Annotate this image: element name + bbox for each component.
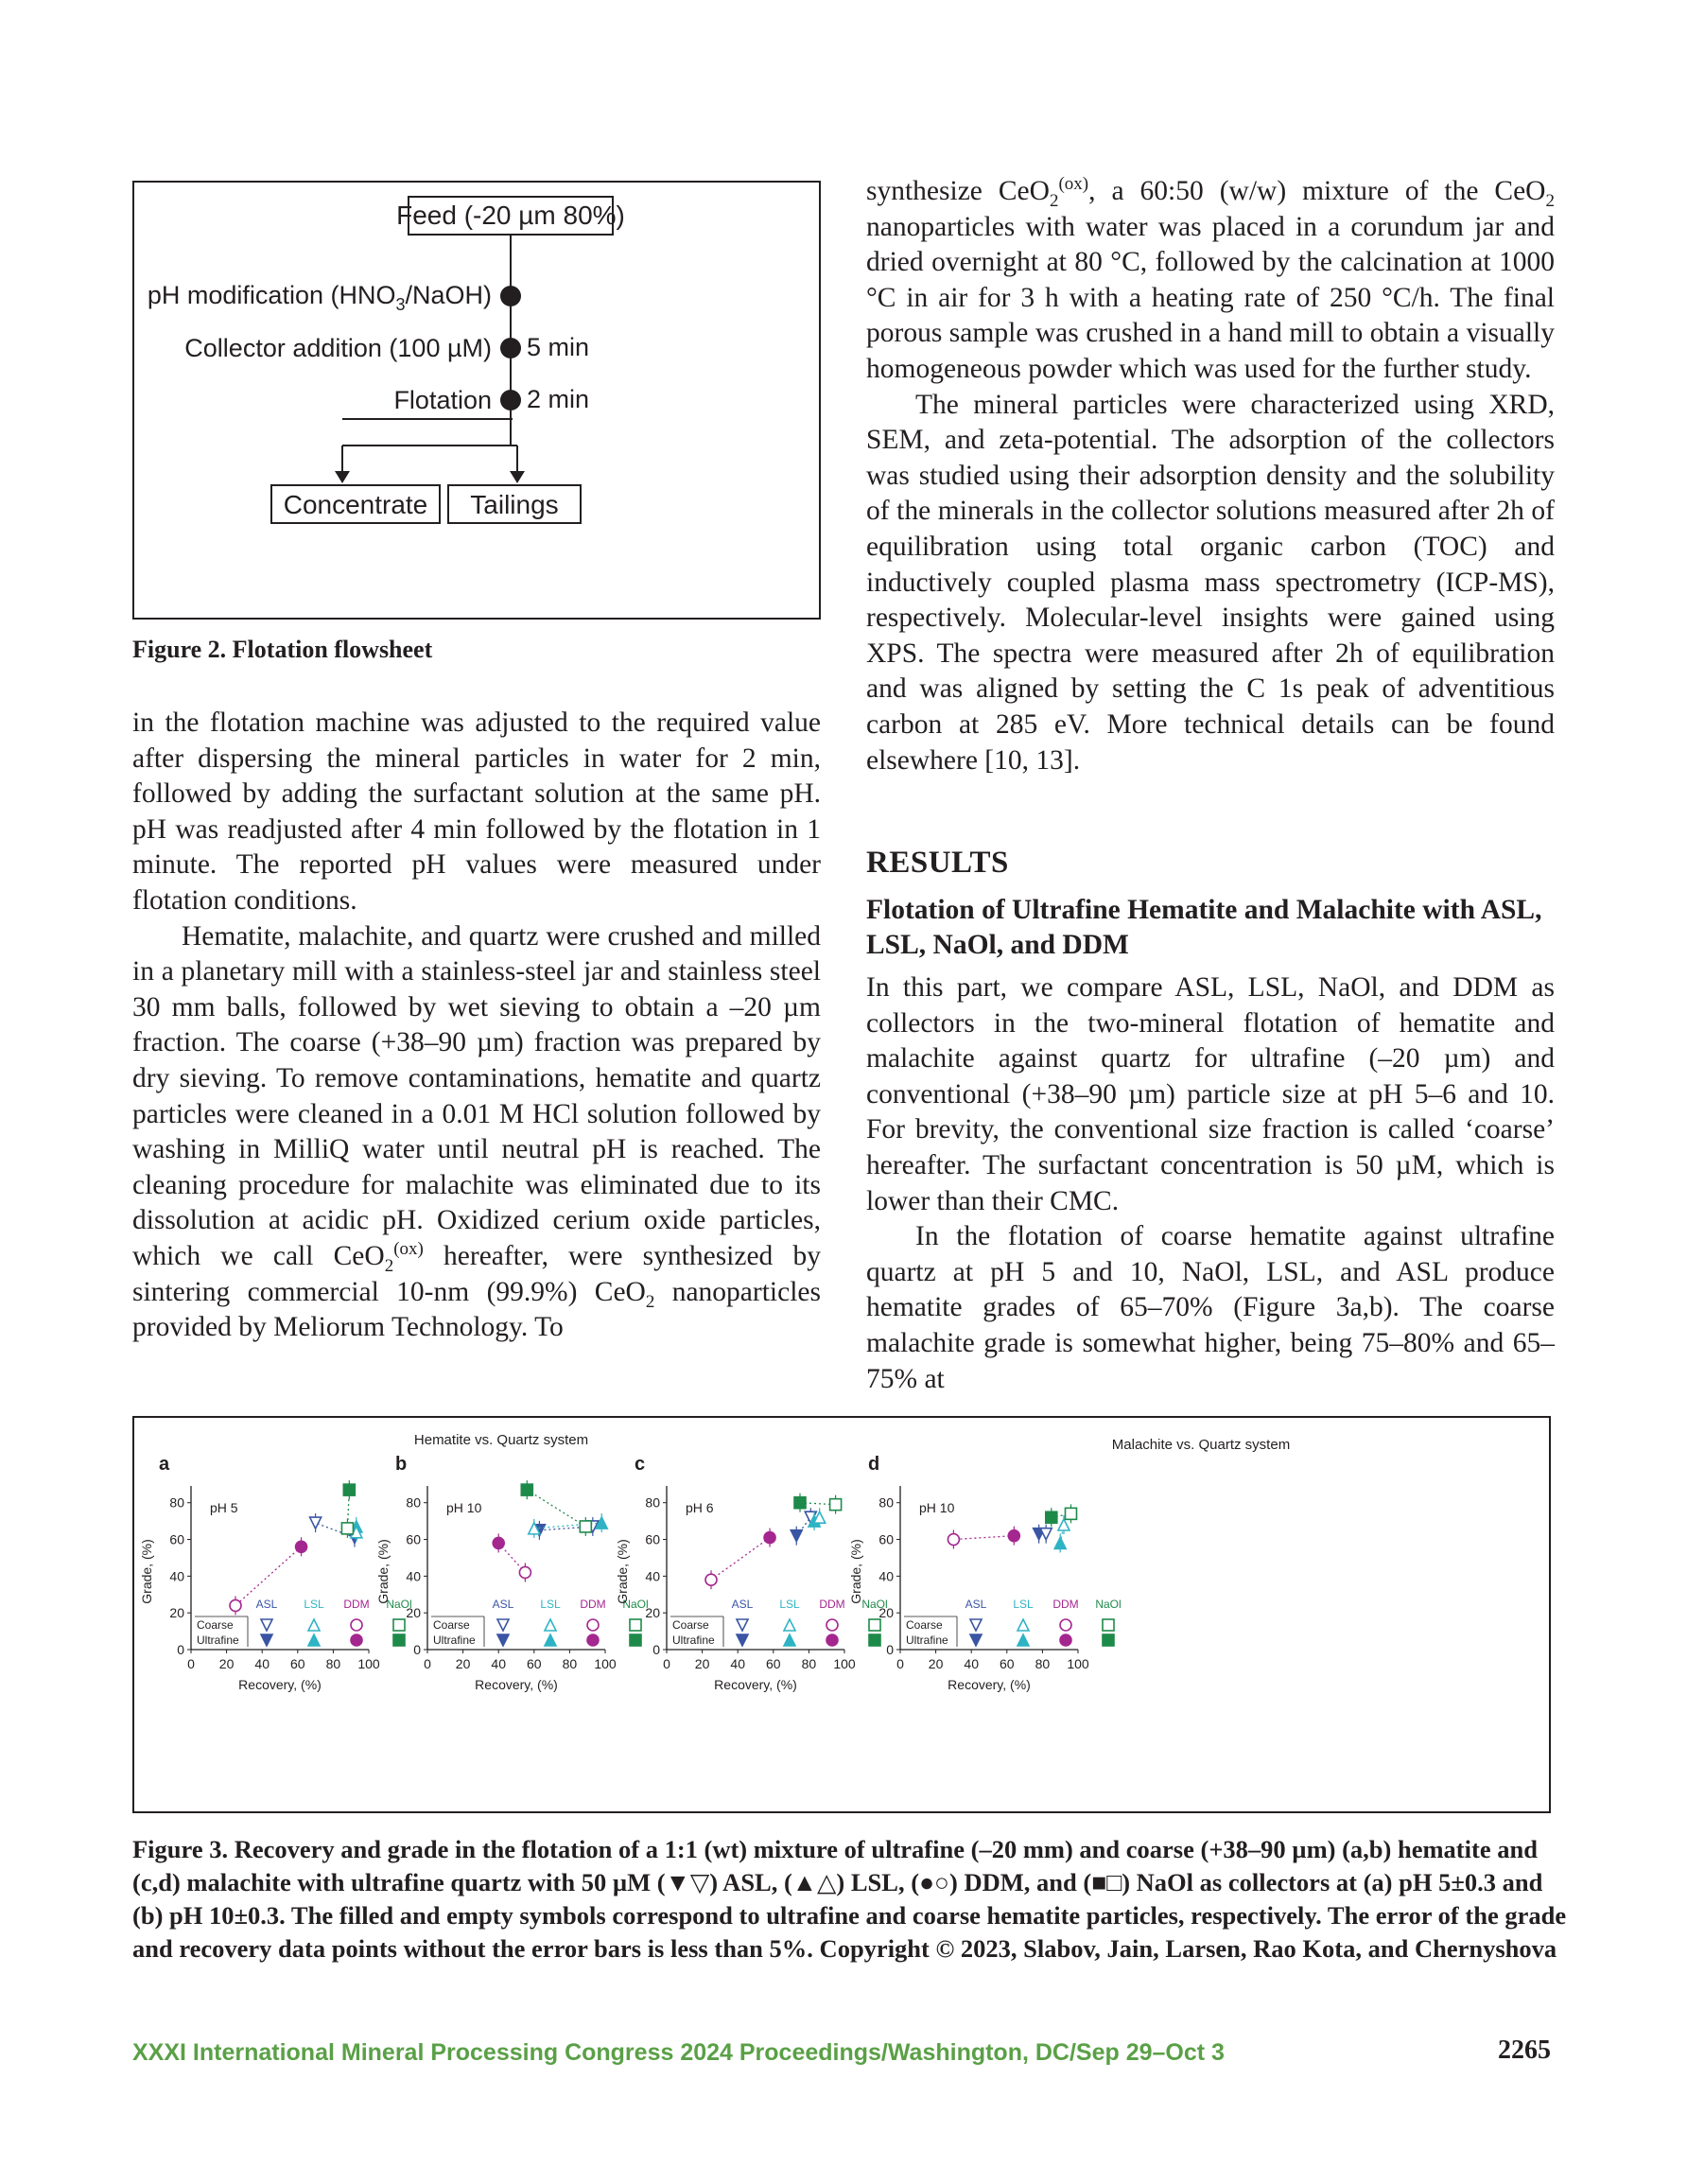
legend-marker-ultrafine [261, 1634, 272, 1646]
legend-label-asl: ASL [492, 1598, 514, 1611]
ph-annotation: pH 6 [686, 1500, 714, 1515]
series-link-ddm [953, 1536, 1014, 1540]
malachite-title: Malachite vs. Quartz system [1111, 1437, 1291, 1453]
y-tick-label: 80 [878, 1494, 894, 1511]
y-tick-label: 60 [878, 1531, 894, 1547]
chart-panel-d [848, 1454, 1122, 1692]
x-tick-label: 60 [290, 1656, 305, 1671]
x-tick-label: 0 [663, 1656, 670, 1671]
legend-marker-coarse [784, 1619, 795, 1631]
paragraph: synthesize CeO$_2^{(ox)}$, a 60:50 (w/w) mixture of the CeO$_2$ nanoparticles with water was placed in a corundum jar and dried overnight at 80 °C, followed by the calcination at 1000 °C in air for 3 h with a heating rate of 250 °C/h. The final porous sample was crushed in a hand mill to obtain a visually homogeneous powder which was used for the further study. [866, 174, 1555, 384]
figure-3 [132, 1416, 1551, 1813]
chart-panel-a [139, 1454, 412, 1692]
y-tick-label: 60 [169, 1531, 184, 1547]
legend-marker-ultrafine [1103, 1634, 1114, 1646]
x-tick-label: 40 [254, 1656, 270, 1671]
section-heading: RESULTS [866, 846, 1009, 880]
x-tick-label: 100 [833, 1656, 856, 1671]
x-tick-label: 0 [187, 1656, 195, 1671]
legend-label-ddm: DDM [819, 1598, 845, 1611]
legend-label-naol: NaOl [622, 1598, 649, 1611]
legend-marker-coarse [545, 1619, 556, 1631]
legend-marker-ultrafine [784, 1634, 795, 1646]
legend-label-lsl: LSL [304, 1598, 324, 1611]
x-axis-label: Recovery, (%) [238, 1677, 322, 1692]
legend-ultrafine-label: Ultrafine [906, 1634, 948, 1647]
x-tick-label: 20 [218, 1656, 235, 1671]
legend [670, 1598, 888, 1647]
legend-label-asl: ASL [731, 1598, 754, 1611]
x-tick-label: 40 [964, 1656, 979, 1671]
series-link-naol [527, 1490, 585, 1527]
ph-mod-label: pH modification $(HNO_3/NaOH)$ [147, 281, 492, 314]
y-tick-label: 60 [645, 1531, 660, 1547]
data-point-lsl [1054, 1537, 1066, 1548]
footer-conference: XXXI International Mineral Processing Congress 2024 Proceedings/Washington, DC/Sep 29–Oct 3 [132, 2039, 1225, 2066]
x-axis-label: Recovery, (%) [948, 1677, 1031, 1692]
legend-marker-coarse [826, 1619, 838, 1631]
legend-marker-coarse [1017, 1619, 1029, 1631]
x-tick-label: 60 [527, 1656, 542, 1671]
x-tick-label: 80 [325, 1656, 341, 1671]
collector-time: 5 min [527, 333, 590, 361]
y-tick-label: 0 [886, 1642, 894, 1657]
y-axis-label: Grade, (%) [848, 1539, 863, 1604]
legend-marker-coarse [393, 1619, 405, 1631]
x-tick-label: 80 [562, 1656, 578, 1671]
x-tick-label: 60 [766, 1656, 781, 1671]
legend-coarse-label: Coarse [672, 1618, 709, 1632]
y-axis-label: Grade, (%) [375, 1539, 391, 1604]
x-tick-label: 80 [1035, 1656, 1051, 1671]
legend-marker-coarse [1060, 1619, 1071, 1631]
x-tick-label: 20 [455, 1656, 471, 1671]
x-axis-label: Recovery, (%) [714, 1677, 797, 1692]
y-tick-label: 40 [878, 1568, 894, 1584]
legend-label-ddm: DDM [1052, 1598, 1079, 1611]
y-tick-label: 40 [169, 1568, 184, 1584]
y-tick-label: 80 [169, 1494, 184, 1511]
y-axis-label: Grade, (%) [615, 1539, 630, 1604]
figure-3-caption: Figure 3. Recovery and grade in the flotation of a 1:1 (wt) mixture of ultrafine (–20 mm) and coarse (+38–90 µm) (a,b) hematite and (c,d) malachite with ultrafine quartz with 50 µM (▼▽) ASL, (▲△) LSL, (●○) DDM, and (■□) NaOl as collectors at (a) pH 5±0.3 and (b) pH 10±0.3. The filled and empty symbols correspond to ultrafine and coarse hematite particles, respectively. The error of the grade and recovery data points without the error bars is less than 5%. Copyright © 2023, Slabov, Jain, Larsen, Rao Kota, and Chernyshova [132, 1835, 1567, 1963]
feed-label: Feed (-20 µm 80%) [396, 201, 625, 230]
paragraph: Hematite, malachite, and quartz were crushed and milled in a planetary mill with a stainless-steel jar and stainless steel 30 mm balls, followed by wet sieving to obtain a –20 µm fraction. The coarse (+38–90 µm) fraction was prepared by dry sieving. To remove contaminations, hematite and quartz particles were cleaned in a 0.01 M HCl solution followed by washing in MilliQ water until neutral pH is reached. The cleaning procedure for malachite was eliminated due to its dissolution at acidic pH. Oxidized cerium oxide particles, which we call CeO$_2^{(ox)}$ hereafter, were synthesized by sintering commercial 10-nm (99.9%) CeO$_2$ nanoparticles provided by Meliorum Technology. To [132, 920, 821, 1343]
data-point-naol [830, 1499, 842, 1511]
ph-annotation: pH 5 [210, 1500, 238, 1515]
data-point-ddm [1008, 1530, 1019, 1542]
legend-label-ddm: DDM [580, 1598, 606, 1611]
legend-label-naol: NaOl [861, 1598, 888, 1611]
chart-panel-c [615, 1454, 888, 1692]
legend-label-asl: ASL [255, 1598, 278, 1611]
legend-marker-coarse [497, 1619, 509, 1631]
legend [431, 1598, 649, 1647]
data-point-naol [794, 1497, 806, 1509]
legend-label-lsl: LSL [540, 1598, 561, 1611]
panel-label: b [395, 1454, 408, 1475]
data-point-naol [341, 1523, 353, 1534]
x-tick-label: 60 [1000, 1656, 1015, 1671]
legend-coarse-label: Coarse [197, 1618, 234, 1632]
collector-node [500, 338, 521, 358]
data-point-naol [1065, 1508, 1076, 1519]
left-column [132, 706, 821, 1346]
figure-2-caption: Figure 2. Flotation flowsheet [132, 636, 433, 663]
y-tick-label: 20 [406, 1605, 421, 1621]
y-tick-label: 20 [645, 1605, 660, 1621]
x-tick-label: 20 [928, 1656, 944, 1671]
legend-marker-coarse [587, 1619, 599, 1631]
paragraph: in the flotation machine was adjusted to the required value after dispersing the mineral particles in water for 2 min, followed by adding the surfactant solution at the same pH. pH was readjusted after 4 min followed by the flotation in 1 minute. The reported pH values were measured under flotation conditions. [132, 708, 821, 916]
data-point-ddm [764, 1532, 775, 1544]
y-tick-label: 20 [169, 1605, 184, 1621]
legend-coarse-label: Coarse [906, 1618, 943, 1632]
legend-label-lsl: LSL [1013, 1598, 1034, 1611]
legend-ultrafine-label: Ultrafine [197, 1634, 239, 1647]
chart-panel-b [375, 1454, 649, 1692]
legend-marker-ultrafine [826, 1634, 838, 1646]
legend [195, 1598, 412, 1647]
right-column [866, 174, 1555, 778]
legend-marker-ultrafine [737, 1634, 748, 1646]
hematite-title: Hematite vs. Quartz system [413, 1432, 589, 1448]
legend-label-naol: NaOl [1095, 1598, 1122, 1611]
legend-marker-coarse [1103, 1619, 1114, 1631]
legend-marker-coarse [261, 1619, 272, 1631]
y-tick-label: 0 [177, 1642, 184, 1657]
legend-marker-ultrafine [970, 1634, 982, 1646]
x-tick-label: 0 [424, 1656, 431, 1671]
y-axis-label: Grade, (%) [139, 1539, 154, 1604]
paragraph: In this part, we compare ASL, LSL, NaOl, and DDM as collectors in the two-mineral flotation of hematite and malachite against quartz for ultrafine (–20 µm) and conventional (+38–90 µm) particle size at pH 5–6 and 10. For brevity, the conventional size fraction is called ‘coarse’ hereafter. The surfactant concentration is 50 µM, which is lower than their CMC. [866, 972, 1555, 1216]
paragraph: The mineral particles were characterized using XRD, SEM, and zeta-potential. The adsorption of the collectors was studied using their adsorption density and the solubility of the minerals in the collector solutions measured after 2h of equilibration using total organic carbon (TOC) and inductively coupled plasma mass spectrometry (ICP-MS), respectively. Molecular-level insights were gained using XPS. The spectra were measured after 2h of equilibration and was aligned by setting the C 1s peak of adventitious carbon at 285 eV. More technical details can be found elsewhere [10, 13]. [866, 389, 1555, 776]
data-point-ddm [296, 1541, 307, 1552]
data-point-asl [310, 1517, 322, 1529]
flotation-time: 2 min [527, 385, 590, 413]
data-point-lsl [1058, 1519, 1070, 1530]
legend-ultrafine-label: Ultrafine [672, 1634, 715, 1647]
legend-marker-coarse [737, 1619, 748, 1631]
concentrate-label: Concentrate [283, 490, 428, 519]
flotation-node [500, 390, 521, 411]
right-column-results [866, 970, 1555, 1397]
ph-annotation: pH 10 [919, 1500, 955, 1515]
legend-ultrafine-label: Ultrafine [433, 1634, 476, 1647]
y-tick-label: 60 [406, 1531, 421, 1547]
y-tick-label: 80 [406, 1494, 421, 1511]
legend-label-ddm: DDM [343, 1598, 370, 1611]
data-point-naol [1046, 1511, 1057, 1523]
x-tick-label: 20 [694, 1656, 710, 1671]
panel-label: a [159, 1454, 170, 1475]
ph-annotation: pH 10 [446, 1500, 482, 1515]
legend-marker-coarse [869, 1619, 880, 1631]
data-point-ddm [230, 1599, 241, 1611]
legend-marker-ultrafine [1060, 1634, 1071, 1646]
x-tick-label: 0 [896, 1656, 904, 1671]
legend-marker-ultrafine [308, 1634, 320, 1646]
x-tick-label: 100 [357, 1656, 380, 1671]
flowsheet-diagram [134, 183, 823, 621]
data-point-ddm [948, 1534, 959, 1546]
x-tick-label: 100 [594, 1656, 617, 1671]
legend-label-lsl: LSL [779, 1598, 800, 1611]
data-point-naol [343, 1484, 355, 1495]
legend-marker-ultrafine [869, 1634, 880, 1646]
panel-label: c [635, 1454, 646, 1475]
x-tick-label: 80 [801, 1656, 817, 1671]
legend-marker-coarse [630, 1619, 641, 1631]
data-point-ddm [519, 1566, 530, 1578]
legend-marker-ultrafine [393, 1634, 405, 1646]
legend-marker-ultrafine [351, 1634, 362, 1646]
page-number: 2265 [1498, 2035, 1551, 2065]
legend [904, 1598, 1122, 1647]
legend-marker-ultrafine [630, 1634, 641, 1646]
legend-marker-ultrafine [587, 1634, 599, 1646]
flotation-label: Flotation [393, 386, 492, 414]
legend-marker-coarse [351, 1619, 362, 1631]
legend-marker-ultrafine [497, 1634, 509, 1646]
tailings-label: Tailings [470, 490, 559, 519]
data-point-ddm [705, 1574, 717, 1585]
legend-marker-coarse [970, 1619, 982, 1631]
data-point-naol [521, 1484, 532, 1495]
series-link-ddm [711, 1538, 770, 1581]
figure-3-charts [134, 1418, 1549, 1811]
x-tick-label: 100 [1067, 1656, 1089, 1671]
x-axis-label: Recovery, (%) [475, 1677, 558, 1692]
data-point-naol [580, 1521, 591, 1532]
data-point-asl [791, 1530, 802, 1542]
legend-label-naol: NaOl [386, 1598, 412, 1611]
subsection-heading: Flotation of Ultrafine Hematite and Malachite with ASL, LSL, NaOl, and DDM [866, 895, 1542, 960]
panel-label: d [868, 1454, 880, 1475]
y-tick-label: 0 [413, 1642, 421, 1657]
y-tick-label: 80 [645, 1494, 660, 1511]
y-tick-label: 40 [645, 1568, 660, 1584]
legend-coarse-label: Coarse [433, 1618, 470, 1632]
legend-marker-coarse [308, 1619, 320, 1631]
y-tick-label: 20 [878, 1605, 894, 1621]
paragraph: In the flotation of coarse hematite against ultrafine quartz at pH 5 and 10, NaOl, LSL, and ASL produce hematite grades of 65–70% (Figure 3a,b). The coarse malachite grade is somewhat higher, being 75–80% and 65–75% at [866, 1221, 1555, 1394]
x-tick-label: 40 [730, 1656, 745, 1671]
legend-label-asl: ASL [965, 1598, 987, 1611]
ph-node [500, 286, 521, 306]
x-tick-label: 40 [491, 1656, 506, 1671]
legend-marker-ultrafine [1017, 1634, 1029, 1646]
legend-marker-ultrafine [545, 1634, 556, 1646]
data-point-ddm [493, 1537, 504, 1548]
figure-2-flowsheet [132, 181, 821, 620]
collector-label: Collector addition (100 µM) [184, 334, 492, 362]
y-tick-label: 40 [406, 1568, 421, 1584]
y-tick-label: 0 [652, 1642, 660, 1657]
